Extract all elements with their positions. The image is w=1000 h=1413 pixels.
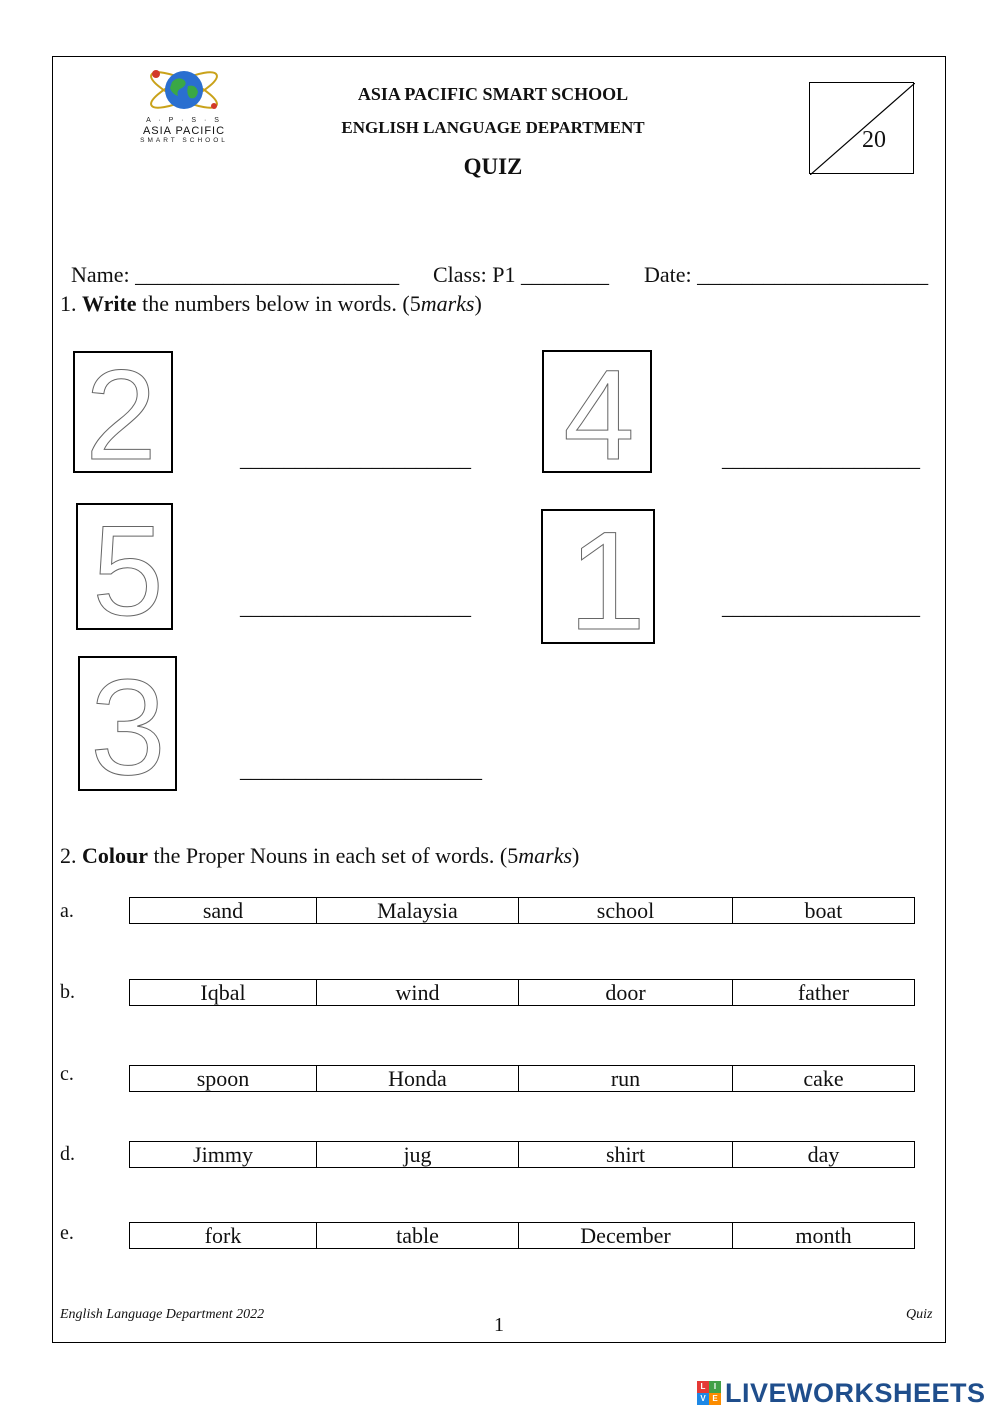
number-card-5 [76,503,173,630]
digit-outline: 3 [90,658,166,793]
question-2-title: 2. Colour the Proper Nouns in each set of words. (5marks) [60,843,580,868]
word-cell[interactable]: month [733,1223,915,1249]
word-cell[interactable]: shirt [519,1142,733,1168]
school-logo [132,64,236,148]
row-label-c: c. [60,1063,74,1085]
answer-blank-3[interactable]: ______________________ [240,757,482,782]
school-name: ASIA PACIFIC SMART SCHOOL [357,84,629,104]
logo-name: ASIA PACIFIC [142,125,226,137]
class-blank[interactable]: ________ [521,262,610,287]
number-card-1 [541,509,655,644]
word-cell[interactable]: father [733,980,915,1006]
row-label-e: e. [60,1222,74,1244]
department-name: ENGLISH LANGUAGE DEPARTMENT [341,118,645,137]
liveworksheets-wordmark: LIVEWORKSHEETS [725,1377,986,1408]
word-cell[interactable]: boat [733,898,915,924]
word-cell[interactable]: Malaysia [317,898,519,924]
digit-outline: 2 [85,353,157,475]
row-label-b: b. [60,981,75,1003]
footer-department: English Language Department 2022 [60,1307,265,1322]
word-cell[interactable]: table [317,1223,519,1249]
word-cell[interactable]: door [519,980,733,1006]
page-number: 1 [494,1314,504,1336]
word-cell[interactable]: sand [130,898,317,924]
quiz-title: QUIZ [463,154,523,179]
class-field[interactable] [422,236,609,288]
word-cell[interactable]: cake [733,1066,915,1092]
word-cell[interactable]: fork [130,1223,317,1249]
word-cell[interactable]: school [519,898,733,924]
date-field[interactable] [633,236,928,288]
number-card-3 [78,656,177,791]
number-card-4 [542,350,652,473]
liveworksheets-logo-icon: L I V E [697,1381,721,1405]
row-label-a: a. [60,900,74,922]
answer-blank-2[interactable]: _____________________ [240,446,471,471]
digit-outline: 1 [568,511,646,646]
word-cell[interactable]: day [733,1142,915,1168]
answer-blank-4[interactable]: __________________ [722,446,920,471]
date-label: Date: [644,262,692,287]
question-1-title: 1. Write the numbers below in words. (5marks) [60,291,482,316]
name-label: Name: [71,262,130,287]
liveworksheets-watermark [697,1377,986,1409]
globe-icon [132,64,236,120]
digit-outline: 4 [563,352,635,475]
answer-blank-5[interactable]: _____________________ [240,594,471,619]
total-score: 20 [862,127,886,153]
digit-outline: 5 [92,505,164,632]
name-field[interactable] [60,236,399,288]
class-label: Class: P1 [433,262,516,287]
row-label-d: d. [60,1143,75,1165]
word-cell[interactable]: Jimmy [130,1142,317,1168]
word-cell[interactable]: wind [317,980,519,1006]
answer-blank-1[interactable]: __________________ [722,594,920,619]
word-cell[interactable]: December [519,1223,733,1249]
word-row-c [129,1065,915,1092]
word-cell[interactable]: Iqbal [130,980,317,1006]
logo-subname: SMART SCHOOL [140,137,228,144]
footer-title: Quiz [906,1307,933,1322]
word-row-e [129,1222,915,1249]
name-blank[interactable]: ________________________ [135,262,400,287]
number-card-2 [73,351,173,473]
date-blank[interactable]: _____________________ [697,262,929,287]
score-box [809,82,914,174]
word-cell[interactable]: spoon [130,1066,317,1092]
word-row-a [129,897,915,924]
word-cell[interactable]: Honda [317,1066,519,1092]
logo-acronym: A · P · S · S [146,117,222,124]
word-cell[interactable]: run [519,1066,733,1092]
word-row-d [129,1141,915,1168]
word-cell[interactable]: jug [317,1142,519,1168]
word-row-b [129,979,915,1006]
